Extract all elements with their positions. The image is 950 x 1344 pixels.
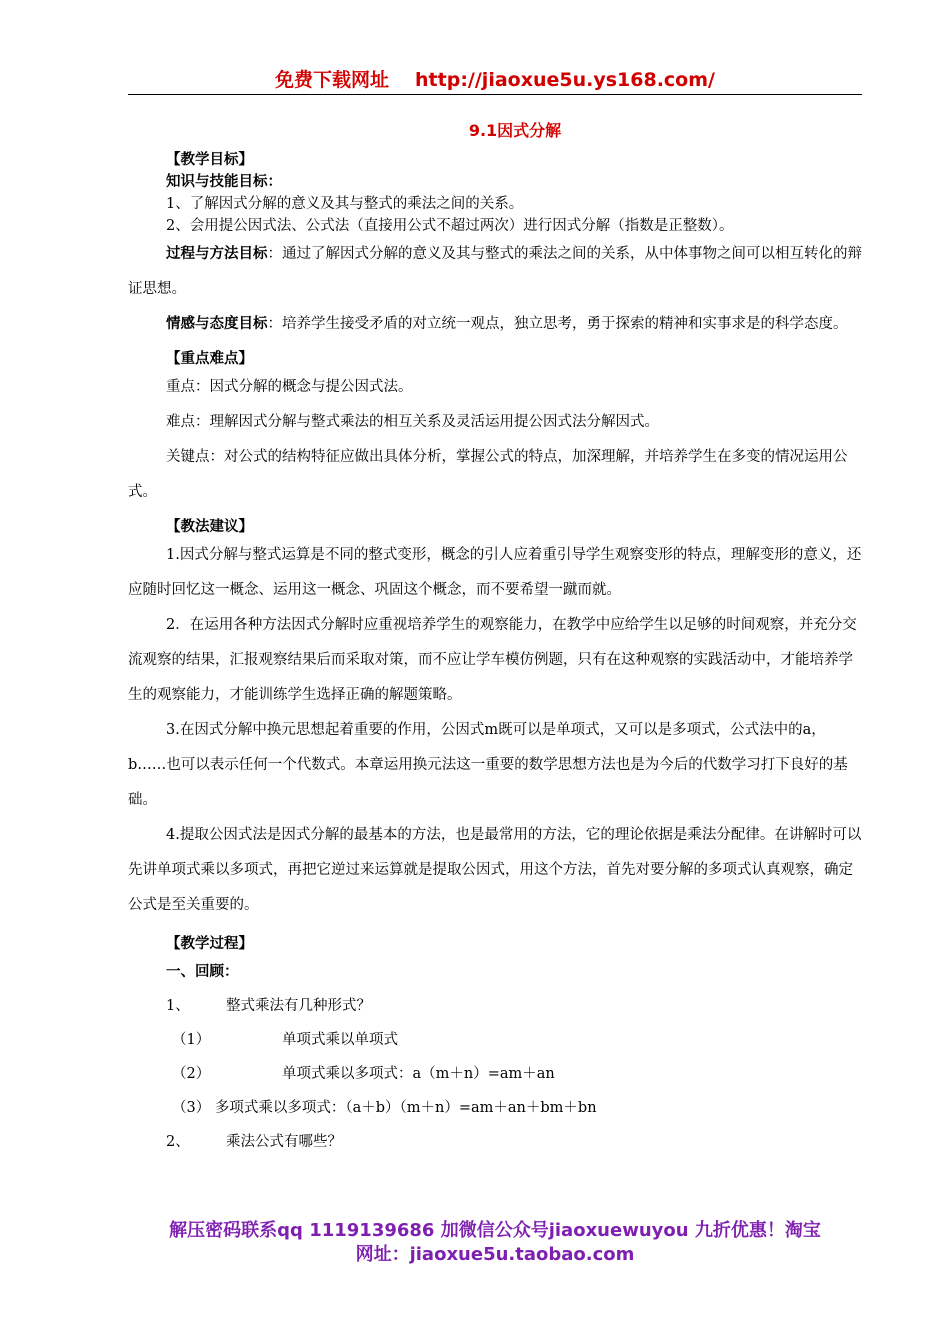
key-point-crux: 关键点：对公式的结构特征应做出具体分析，掌握公式的特点，加深理解，并培养学生在多变的情况运用公式。	[128, 449, 848, 500]
method-suggestion-3: 3.在因式分解中换元思想起着重要的作用，公因式m既可以是单项式，又可以是多项式，公式法中的a，b……也可以表示任何一个代数式。本章运用换元法这一重要的数学思想方法也是为今后的代数学习打下良好的基础。	[128, 722, 848, 808]
footer-line-1: 解压密码联系qq 1119139686 加微信公众号jiaoxuewuyou 九折优惠！淘宝	[169, 1220, 821, 1241]
review-item-3: （3） 多项式乘以多项式：（a＋b）（m＋n）=am＋an＋bm＋bn	[172, 1100, 597, 1116]
method-suggestion-1: 1.因式分解与整式运算是不同的整式变形，概念的引人应着重引导学生观察变形的特点，理解变形的意义，还应随时回忆这一概念、运用这一概念、巩固这个概念，而不要希望一蹴而就。	[128, 547, 862, 598]
item-2-text: 单项式乘以多项式：a（m＋n）=am＋an	[282, 1066, 555, 1082]
review-question-2	[128, 1125, 862, 1159]
item-2-number: （2）	[172, 1066, 211, 1082]
attitude-goal-label: 情感与态度目标	[166, 316, 268, 332]
document-title: 9.1因式分解	[468, 121, 562, 140]
question-2-text: 乘法公式有哪些？	[226, 1134, 342, 1150]
process-goal-text: ：通过了解因式分解的意义及其与整式的乘法之间的关系，从中体事物之间可以相互转化的辩证思想。	[128, 246, 862, 297]
process-goal	[128, 237, 862, 307]
key-point-focus: 重点：因式分解的概念与提公因式法。	[166, 379, 413, 395]
knowledge-goal-label: 知识与技能目标：	[166, 174, 282, 190]
method-suggestion-2: 2．在运用各种方法因式分解时应重视培养学生的观察能力，在教学中应给学生以足够的时间观察，并充分交流观察的结果，汇报观察结果后而采取对策，而不应让学车模仿例题，只有在这种观察的实践活动中，才能培养学生的观察能力，才能训练学生选择正确的解题策略。	[128, 617, 857, 703]
review-heading: 一、回顾：	[166, 964, 239, 980]
section-heading-key-points: 【重点难点】	[166, 351, 253, 367]
review-item-2	[128, 1057, 862, 1091]
question-1-number: 1、	[166, 998, 190, 1014]
attitude-goal-text: ：培养学生接受矛盾的对立统一观点，独立思考，勇于探索的精神和实事求是的科学态度。	[267, 316, 848, 332]
page-footer	[118, 1219, 872, 1267]
section-heading-methods: 【教法建议】	[166, 519, 253, 535]
attitude-goal	[128, 307, 862, 342]
header-label: 免费下载网址	[275, 69, 390, 91]
question-1-text: 整式乘法有几种形式？	[226, 998, 371, 1014]
method-suggestion-4: 4.提取公因式法是因式分解的最基本的方法，也是最常用的方法，它的理论依据是乘法分配律。在讲解时可以先讲单项式乘以多项式，再把它逆过来运算就是提取公因式，用这个方法，首先对要分解的多项式认真观察，确定公式是至关重要的。	[128, 827, 862, 913]
process-goal-label: 过程与方法目标	[166, 246, 268, 262]
review-item-1	[128, 1023, 862, 1057]
knowledge-goal-2: 2、会用提公因式法、公式法（直接用公式不超过两次）进行因式分解（指数是正整数）。	[166, 218, 734, 234]
page-header	[128, 66, 862, 95]
header-url-link[interactable]: http://jiaoxue5u.ys168.com/	[415, 69, 715, 91]
section-heading-goals: 【教学目标】	[166, 152, 253, 168]
question-2-number: 2、	[166, 1134, 190, 1150]
key-point-difficulty: 难点：理解因式分解与整式乘法的相互关系及灵活运用提公因式法分解因式。	[166, 414, 659, 430]
footer-line-2[interactable]: 网址：jiaoxue5u.taobao.com	[355, 1244, 635, 1265]
item-1-number: （1）	[172, 1032, 211, 1048]
knowledge-goal-1: 1、了解因式分解的意义及其与整式的乘法之间的关系。	[166, 196, 524, 212]
document-body	[128, 118, 862, 1159]
section-heading-process: 【教学过程】	[166, 936, 253, 952]
item-1-text: 单项式乘以单项式	[282, 1032, 398, 1048]
review-question-1	[128, 989, 862, 1023]
